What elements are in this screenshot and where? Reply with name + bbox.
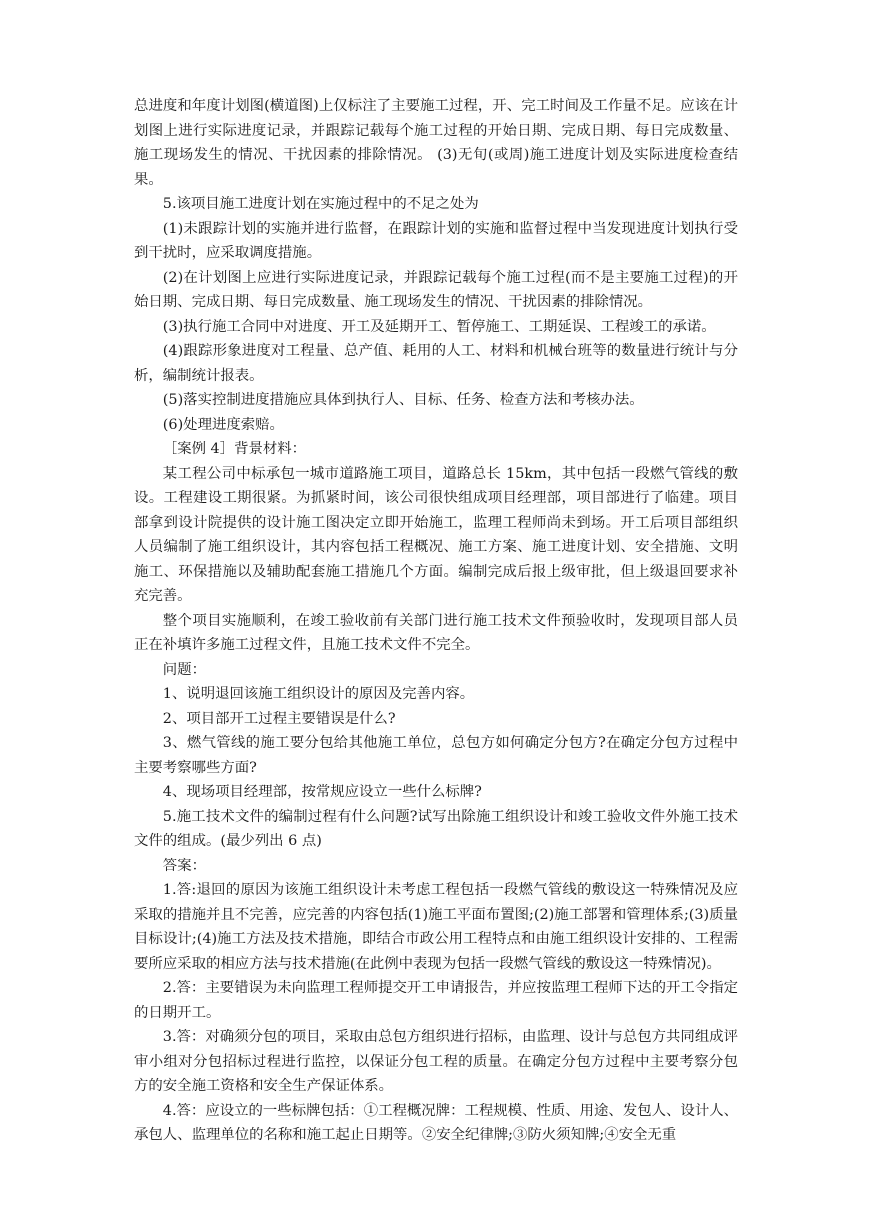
- paragraph: (1)未跟踪计划的实施并进行监督，在跟踪计划的实施和监督过程中当发现进度计划执行受到干扰时，应采取调度措施。: [134, 220, 738, 261]
- answer-item: 4.答：应设立的一些标牌包括：①工程概况牌：工程规模、性质、用途、发包人、设计人、承包人、监理单位的名称和施工起止日期等。②安全纪律牌;③防火须知牌;④安全无重: [134, 1102, 738, 1143]
- answer-item: 3.答：对确须分包的项目，采取由总包方组织进行招标，由监理、设计与总包方共同组成评审小组对分包招标过程进行监控，以保证分包工程的质量。在确定分包方过程中主要考察分包方的安全施工资格和安全生产保证体系。: [134, 1029, 738, 1094]
- answer-item: 1.答:退回的原因为该施工组织设计未考虑工程包括一段燃气管线的敷设这一特殊情况及应采取的措施并且不完善，应完善的内容包括(1)施工平面布置图;(2)施工部署和管理体系;(3)质量目标设计;(4)施工方法及技术措施，即结合市政公用工程特点和由施工组织设计安排的、工程需要所应采取的相应方法与技术措施(在此例中表现为包括一段燃气管线的敷设这一特殊情况)。: [134, 882, 738, 972]
- paragraph: 总进度和年度计划图(横道图)上仅标注了主要施工过程，开、完工时间及工作量不足。应该在计划图上进行实际进度记录，并跟踪记载每个施工过程的开始日期、完成日期、每日完成数量、施工现场发生的情况、干扰因素的排除情况。 (3)无旬(或周)施工进度计划及实际进度检查结果。: [134, 98, 738, 188]
- paragraph: 5.该项目施工进度计划在实施过程中的不足之处为: [162, 196, 479, 212]
- paragraph: (4)跟踪形象进度对工程量、总产值、耗用的人工、材料和机械台班等的数量进行统计与分析，编制统计报表。: [134, 343, 738, 384]
- paragraph: 某工程公司中标承包一城市道路施工项目，道路总长 15km，其中包括一段燃气管线的敷设。工程建设工期很紧。为抓紧时间，该公司很快组成项目经理部，项目部进行了临建。项目部拿到设计院提供的设计施工图决定立即开始施工，监理工程师尚未到场。开工后项目部组织人员编制了施工组织设计，其内容包括工程概况、施工方案、施工进度计划、安全措施、文明施工、环保措施以及辅助配套施工措施几个方面。编制完成后报上级审批，但上级退回要求补充完善。: [134, 465, 738, 604]
- answers-heading: 答案：: [162, 857, 206, 874]
- question-item: 3、燃气管线的施工要分包给其他施工单位，总包方如何确定分包方?在确定分包方过程中主要考察哪些方面?: [134, 735, 738, 776]
- document-page: [134, 94, 738, 1148]
- question-item: 5.施工技术文件的编制过程有什么问题?试写出除施工组织设计和竣工验收文件外施工技术文件的组成。(最少列出 6 点): [134, 808, 738, 849]
- case-heading: ［案例 4］背景材料：: [162, 441, 307, 457]
- answer-item: 2.答：主要错误为未向监理工程师提交开工申请报告，并应按监理工程师下达的开工令指定的日期开工。: [134, 980, 738, 1021]
- paragraph: (2)在计划图上应进行实际进度记录，并跟踪记载每个施工过程(而不是主要施工过程)的开始日期、完成日期、每日完成数量、施工现场发生的情况、干扰因素的排除情况。: [134, 269, 738, 310]
- question-item: 2、项目部开工过程主要错误是什么?: [162, 710, 396, 727]
- paragraph: (3)执行施工合同中对进度、开工及延期开工、暂停施工、工期延误、工程竣工的承诺。: [162, 318, 716, 335]
- paragraph: (6)处理进度索赔。: [162, 416, 284, 433]
- paragraph: 整个项目实施顺利，在竣工验收前有关部门进行施工技术文件预验收时，发现项目部人员正在补填许多施工过程文件，且施工技术文件不完全。: [134, 612, 738, 653]
- question-item: 1、说明退回该施工组织设计的原因及完善内容。: [162, 686, 475, 702]
- questions-heading: 问题：: [162, 661, 206, 678]
- paragraph: (5)落实控制进度措施应具体到执行人、目标、任务、检查方法和考核办法。: [162, 392, 644, 408]
- question-item: 4、现场项目经理部，按常规应设立一些什么标牌?: [162, 784, 482, 800]
